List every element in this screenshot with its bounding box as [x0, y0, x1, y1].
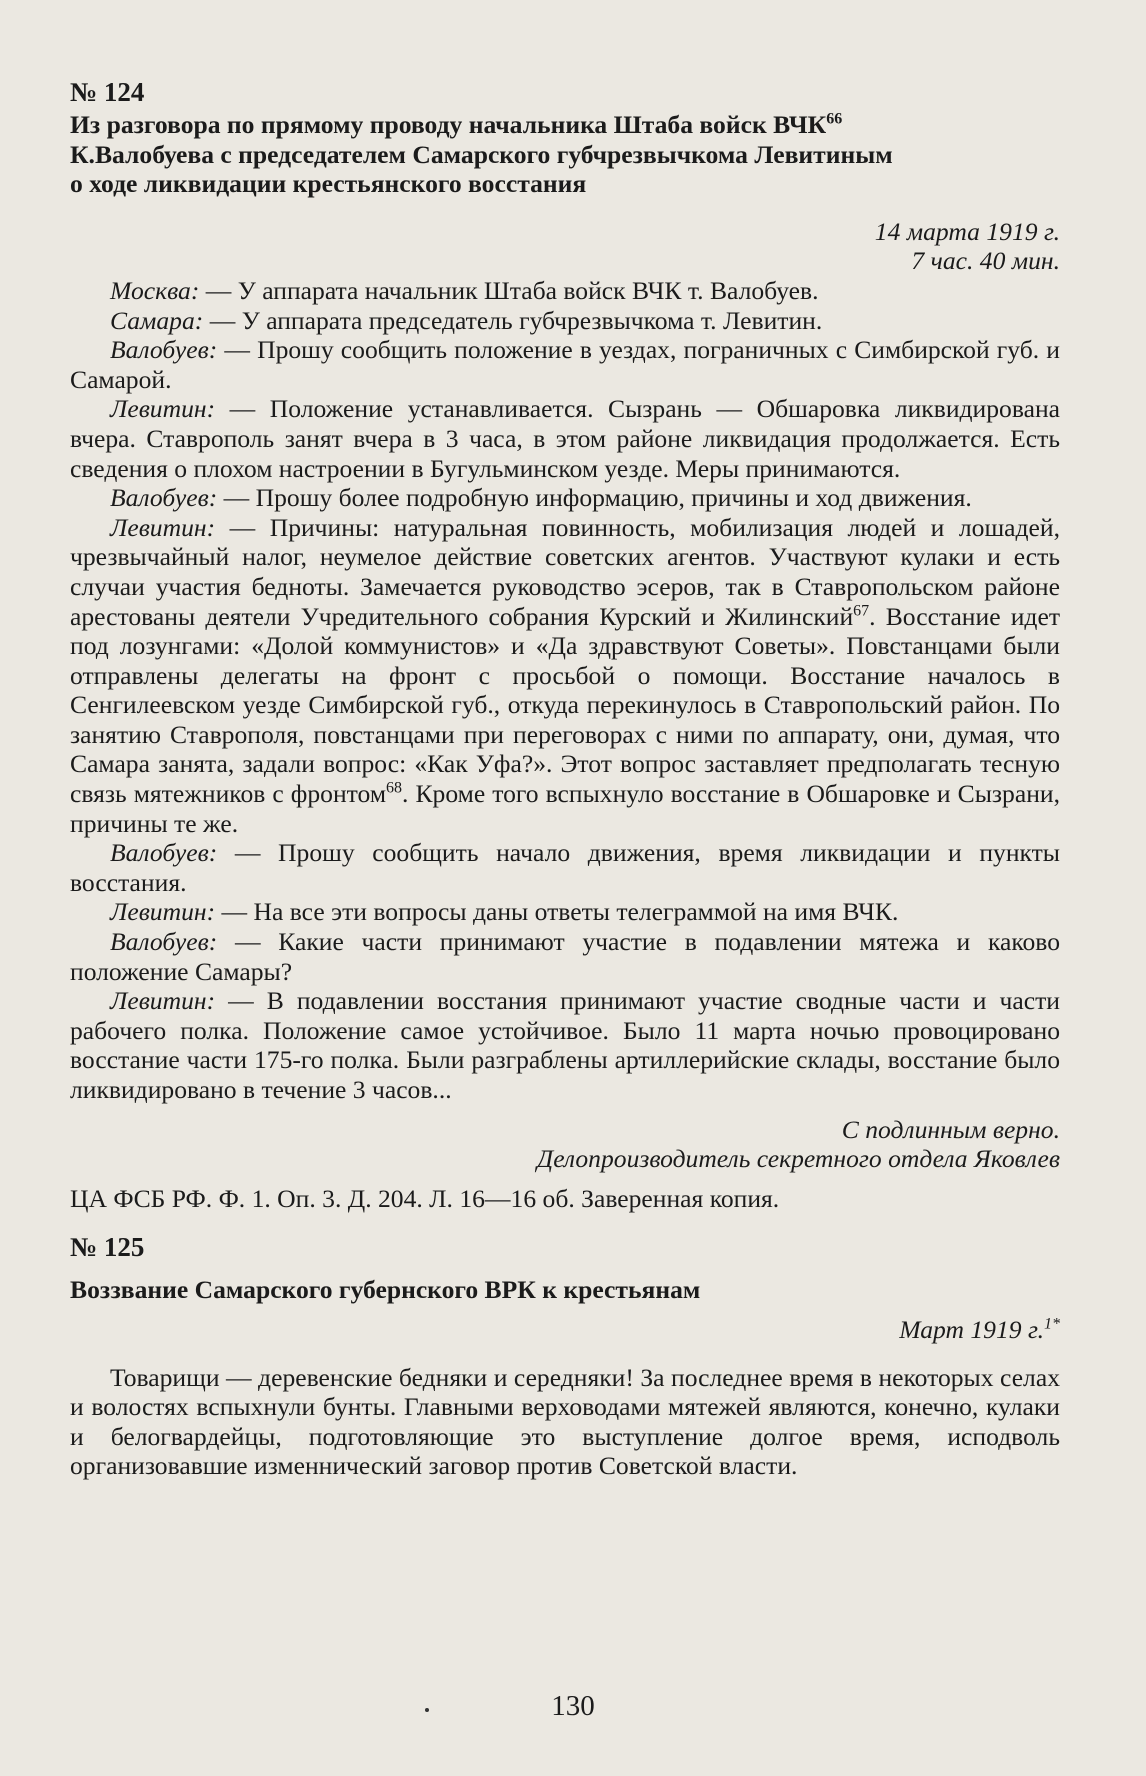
dialogue-line — [70, 335, 1060, 394]
doc125-date-text: Март 1919 г. — [899, 1314, 1044, 1344]
dialogue-line — [70, 276, 1060, 306]
speaker: Левитин: — [110, 512, 216, 542]
certified-note: С подлинным верно. — [841, 1114, 1060, 1144]
doc125-date — [70, 1315, 1060, 1345]
dialogue-line — [70, 897, 1060, 927]
page-number: 130 — [551, 1690, 595, 1722]
speech: — У аппарата председатель губчрезвычкома т. Левитин. — [203, 305, 823, 335]
speaker: Москва: — [110, 275, 200, 305]
speech-part3: . Кроме того вспыхнуло восстание в Обшаровке и Сызрани, причины те же. — [70, 779, 1060, 838]
archive-source: ЦА ФСБ РФ. Ф. 1. Оп. 3. Д. 204. Л. 16—16 об. Заверенная копия. — [70, 1183, 780, 1213]
doc124-title — [70, 110, 1060, 199]
speaker: Валобуев: — [110, 335, 218, 365]
speech: — У аппарата начальник Штаба войск ВЧК т. Валобуев. — [199, 275, 819, 305]
speaker: Валобуев: — [110, 838, 218, 868]
footnote-ref: 68 — [386, 779, 403, 797]
footnote-ref: 1* — [1044, 1315, 1060, 1333]
speech-part1: — Причины: натуральная повинность, мобилизация людей и лошадей, чрезвычайный налог, неумелое действие советских агентов. Участвуют кулаки и есть случаи участия бедноты. Замечается руководство эсеров, так в Ставропольском районе арестованы деятели Учредительного собрания Курский и Жилинский — [70, 512, 1060, 631]
doc124-time: 7 час. 40 мин. — [911, 246, 1060, 276]
speech: — Какие части принимают участие в подавлении мятежа и каково положение Самары? — [70, 927, 1060, 986]
doc124-number: № 124 — [70, 77, 145, 107]
dialogue-line — [70, 838, 1060, 897]
speech: — В подавлении восстания принимают участие сводные части и части рабочего полка. Положение самое устойчивое. Было 11 марта ночью провоцировано восстание части 175-го полка. Были разграблены артиллерийские склады, восстание было ликвидировано в течение 3 часов... — [70, 986, 1060, 1104]
footnote-ref: 66 — [826, 110, 843, 128]
dialogue-line-long — [70, 513, 1060, 839]
speaker: Валобуев: — [110, 927, 218, 957]
dialogue-block-1 — [70, 276, 1060, 513]
speech: — Прошу сообщить положение в уездах, пограничных с Симбирской губ. и Самарой. — [70, 335, 1060, 394]
doc125-title: Воззвание Самарского губернского ВРК к крестьянам — [70, 1275, 701, 1305]
doc124-title-line3: о ходе ликвидации крестьянского восстания — [70, 169, 587, 199]
dialogue-line — [70, 306, 1060, 336]
dialogue-line — [70, 927, 1060, 986]
speaker: Левитин: — [110, 394, 216, 424]
speech: — Прошу более подробную информацию, причины и ход движения. — [217, 483, 972, 513]
signature: Делопроизводитель секретного отдела Яковлев — [536, 1144, 1060, 1174]
speech: — Прошу сообщить начало движения, время ликвидации и пункты восстания. — [70, 838, 1060, 897]
speaker: Самара: — [110, 305, 204, 335]
speech: — На все эти вопросы даны ответы телеграммой на имя ВЧК. — [215, 897, 899, 927]
dialogue-line — [70, 986, 1060, 1104]
speaker: Левитин: — [110, 897, 216, 927]
doc124-title-line2: К.Валобуева с председателем Самарского губчрезвычкома Левитиным — [70, 139, 893, 169]
page-content — [70, 76, 1060, 1481]
doc125-number: № 125 — [70, 1232, 145, 1263]
doc124-date: 14 марта 1919 г. — [874, 216, 1060, 246]
speech-part2: . Восстание идет под лозунгами: «Долой коммунистов» и «Да здравствуют Советы». Повстанцами были отправлены делегаты на фронт с просьбой о помощи. Восстание началось в Сенгилеевском уезде Симбирской губ., откуда перекинулось в Ставропольский район. По занятию Ставрополя, повстанцами при переговорах с ними по аппарату, они, думая, что Самара занята, задали вопрос: «Как Уфа?». Этот вопрос заставляет предполагать тесную связь мятежников с фронтом — [70, 601, 1060, 809]
doc124-title-line1: Из разговора по прямому проводу начальника Штаба войск ВЧК — [70, 110, 827, 139]
dialogue-line — [70, 394, 1060, 483]
footnote-ref: 67 — [853, 601, 870, 619]
dialogue-block-2 — [70, 838, 1060, 1104]
dialogue-line — [70, 483, 1060, 513]
speech: — Положение устанавливается. Сызрань — Обшаровка ликвидирована вчера. Ставрополь занят вчера в 3 часа, в этом районе ликвидация продолжается. Есть сведения о плохом настроении в Бугульминском уезде. Меры принимаются. — [70, 394, 1060, 483]
speaker: Левитин: — [110, 986, 216, 1016]
speaker: Валобуев: — [110, 483, 218, 513]
doc125-body: Товарищи — деревенские бедняки и середняки! За последнее время в некоторых селах и волостях вспыхнули бунты. Главными верховодами мятежей являются, конечно, кулаки и белогвардейцы, подготовляющие это выступление долгое время, исподволь организовавшие изменнический заговор против Советской власти. — [70, 1362, 1060, 1481]
